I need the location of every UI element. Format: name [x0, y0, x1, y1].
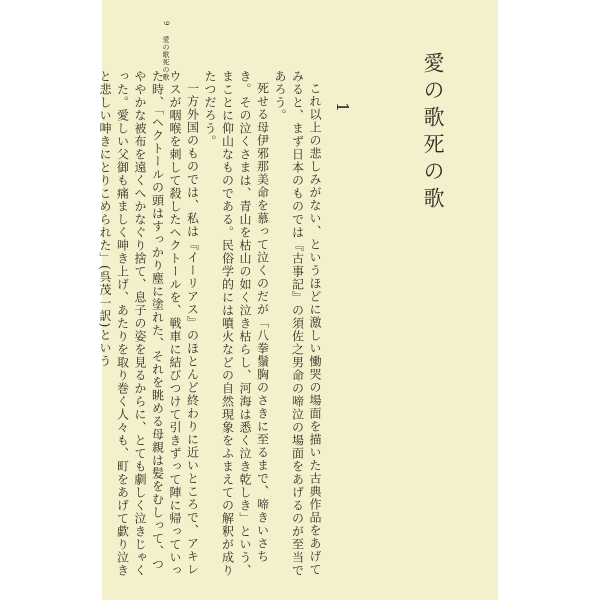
- running-title: 愛の歌死の歌: [162, 35, 170, 81]
- section-number: 1: [333, 102, 352, 113]
- chapter-title: 愛の歌死の歌: [421, 52, 445, 214]
- paragraph: 死せる母伊邪那美命を慕って泣くのだが「八拳鬚胸のさきに至るまで、啼きいさちき。その泣くさまは、青山を枯山の如く泣き枯らし、河海は悉く泣き乾しき」という、まことに仰山なものである。民俗学的には噴火などの自然現象をふまえての解釈が成りたつだろう。: [203, 70, 270, 577]
- paragraph: 一方外国のものでは、私は『イーリアス』のほとんど終わりに近いところで、アキレウスが咽喉を刺して殺したヘクトールを、戦車に結びつけて引きずって陣に帰っていった時、「ヘクトールの頭はすっかり塵に塗れた、それを眺める母親は髪をむしって、つややかな被布を遠くへかなぐり捨て、息子の姿を見るからに、とても劇しく泣きじゃくった。愛しい父御も痛ましく呻き上げ、あたりを取り巻く人々も、町をあげて歔り泣きと悲しい呻きにとりこめられた」(呉茂一訳)という: [98, 70, 200, 577]
- body-text: [98, 70, 323, 578]
- book-page: [98, 0, 498, 600]
- page-number: 9: [162, 21, 170, 26]
- paragraph: これ以上の悲しみがない、というほどに激しい慟哭の場面を描いた古典作品をあげてみると、まず日本のものでは『古事記』の須佐之男命の啼泣の場面をあげるのが至当であろう。: [273, 70, 322, 577]
